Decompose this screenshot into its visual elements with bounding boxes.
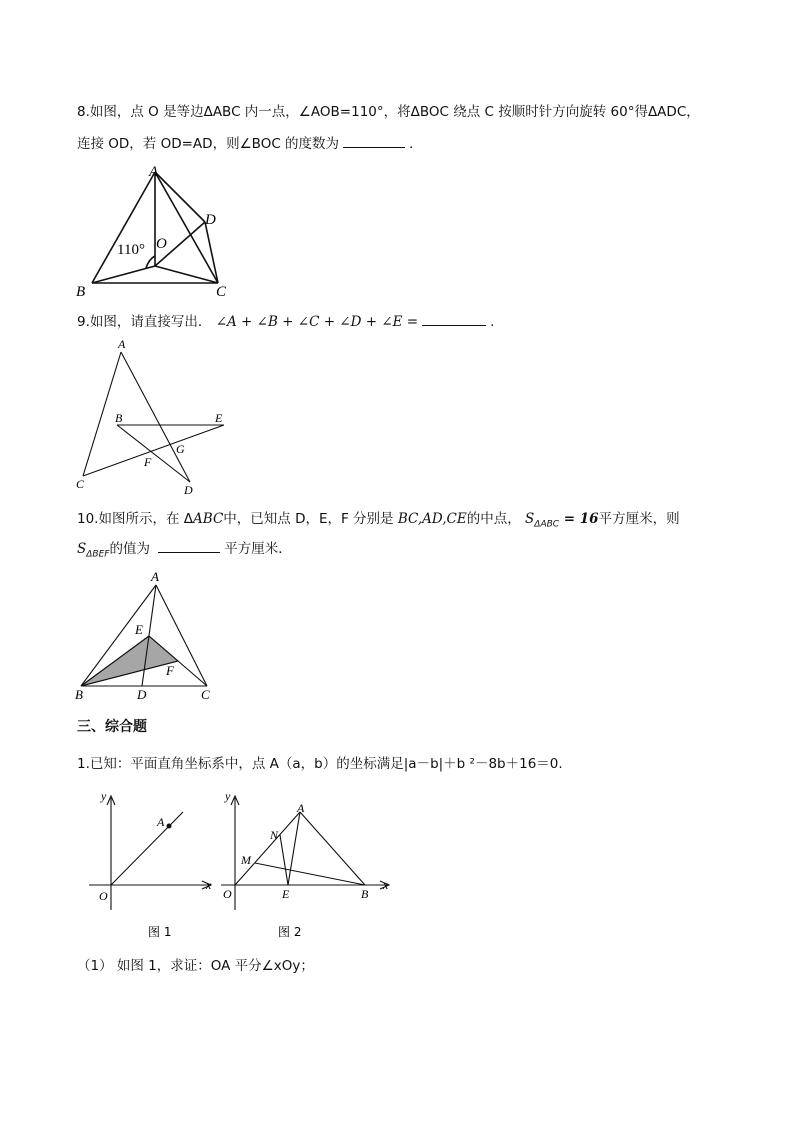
q10-text-6: 平方厘米． [224,541,292,557]
q8-label-A: A [149,164,159,180]
q10-text-5: 的值为 [109,541,150,557]
q10-label-E: E [135,622,143,637]
q10-text-1: 10.如图所示，在 [77,511,180,527]
q9-label-D: D [184,483,193,497]
q8-label-D: D [205,212,216,228]
q9-label-C: C [76,477,85,491]
q8-figure [70,160,250,300]
q8-line1: 8.如图，点 O 是等边ΔABC 内一点，∠AOB=110°，将ΔBOC 绕点 C 按顺时针方向旋转 60°得ΔADC， [77,104,700,120]
q9-label-B: B [115,411,123,425]
c1-fig2-label-y: y [225,789,231,803]
q8-end: . [409,136,414,152]
c1-fig2-label-E: E [282,887,290,901]
q10-line1 [77,510,680,534]
c1-fig1-label-y: y [101,789,107,803]
c1-fig2-caption: 图 2 [278,925,302,939]
q10-segments: BC,AD,CE [397,511,467,527]
c1-fig2-label-M: M [241,853,251,867]
q9-figure [72,336,242,496]
q10-text-2: 中，已知点 D，E，F 分别是 [223,511,394,527]
q9-line [77,312,494,331]
q10-s2-sub: ΔBEF [86,549,110,560]
q8-answer-blank[interactable] [343,134,405,148]
q10-value: = 16 [559,511,599,527]
c1-fig2-label-O: O [223,887,232,901]
q9-end: . [490,314,495,330]
q10-s1: S [525,511,535,527]
q9-label-F: F [144,455,152,469]
c1-figure1 [85,790,225,950]
q9-prefix: 9.如图，请直接写出． [77,314,212,330]
q8-line2-text: 连接 OD，若 OD=AD，则∠BOC 的度数为 [77,136,340,152]
q9-answer-blank[interactable] [422,312,486,326]
q10-label-A: A [151,569,159,584]
q8-label-O: O [156,236,167,252]
q10-shaded-triangle [81,636,178,686]
c1-fig1-point-A [167,824,172,829]
q10-label-B: B [75,687,83,702]
q9-label-E: E [215,411,223,425]
q10-line2 [77,539,292,564]
c1-fig2-label-x: x [383,878,389,892]
section-title: 三、综合题 [77,719,147,735]
q9-label-A: A [118,337,126,351]
q10-delta: Δ [183,511,194,527]
q10-abc: ABC [193,511,224,527]
q10-label-D: D [137,687,147,702]
q8-line2 [77,134,413,153]
c1-stem: 1.已知：平面直角坐标系中，点 A（a，b）的坐标满足|a－b|＋b ²－8b＋16＝0. [77,756,563,772]
c1-fig1-label-x: x [206,878,212,892]
q10-label-F: F [166,663,174,678]
c1-fig1-label-A: A [157,815,165,829]
c1-part1: （1） 如图 1，求证：OA 平分∠xOy； [77,958,314,974]
c1-fig2-label-B: B [361,887,369,901]
q10-text-4: 平方厘米，则 [598,511,680,527]
c1-figure2 [215,790,395,950]
q10-answer-blank[interactable] [158,539,220,553]
c1-fig2-label-A: A [297,801,305,815]
q8-label-C: C [216,284,227,300]
q10-label-C: C [201,687,210,702]
q8-angle-110: 110° [117,242,145,258]
c1-fig1-caption: 图 1 [148,925,172,939]
q10-text-3: 的中点， [466,511,521,527]
q10-s1-sub: ΔABC [534,519,560,530]
c1-fig2-label-N: N [270,828,279,842]
q8-label-B: B [76,284,86,300]
q10-s2: S [77,541,87,557]
q9-label-G: G [176,442,185,456]
q10-figure [70,565,220,705]
c1-fig1-label-O: O [99,889,108,903]
q9-formula: ∠A + ∠B + ∠C + ∠D + ∠E = [215,314,419,330]
